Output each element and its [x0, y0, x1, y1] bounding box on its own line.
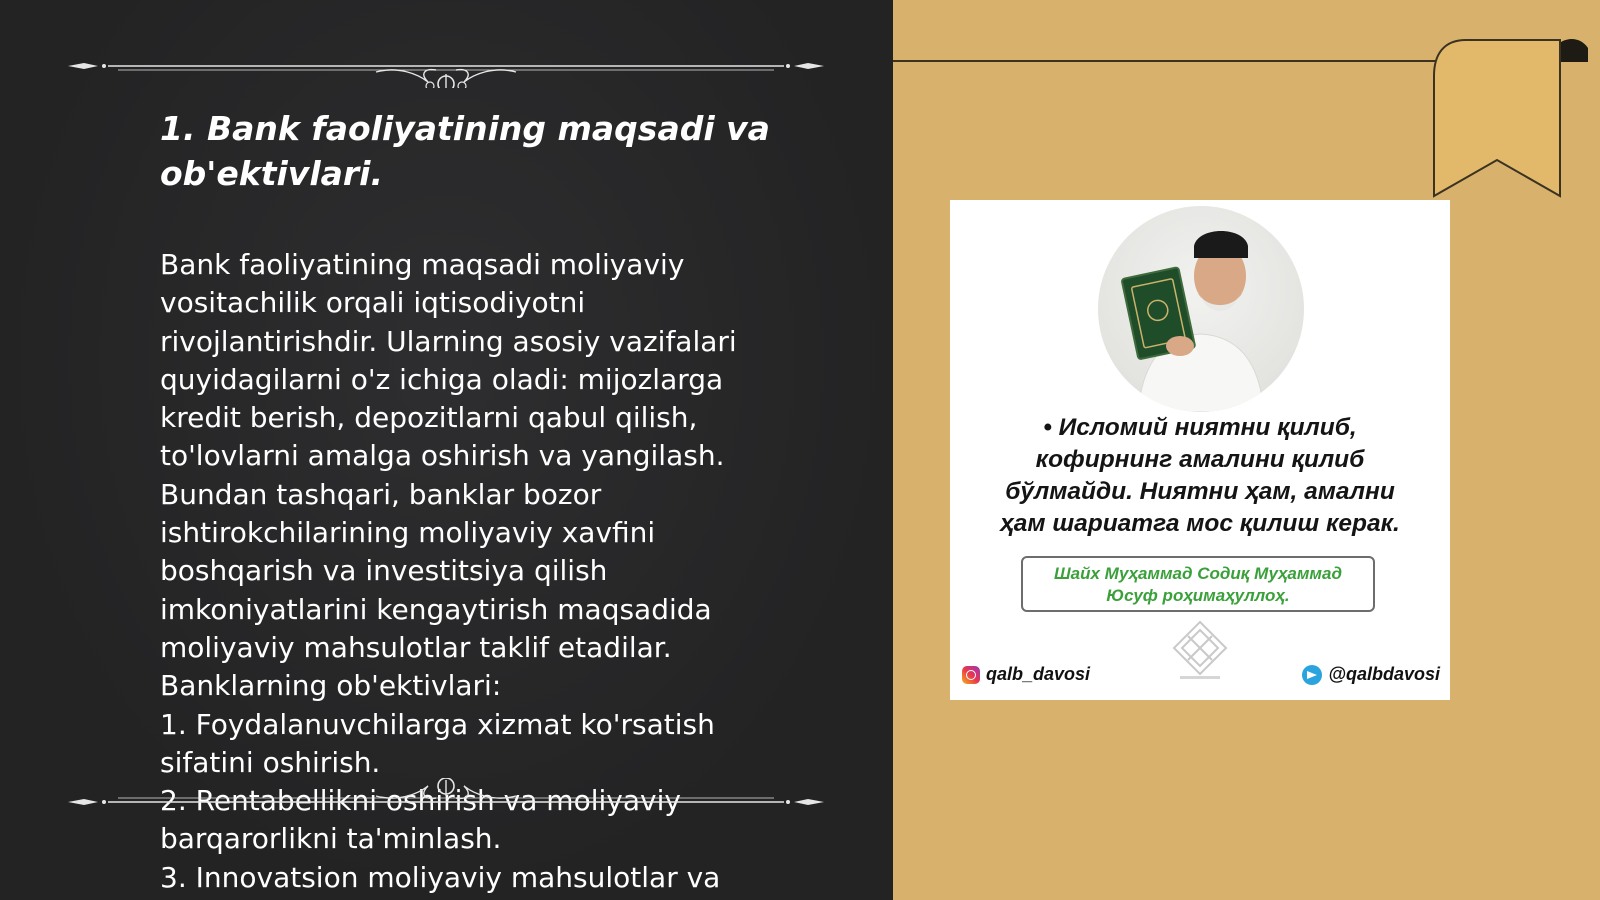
quote-line: бўлмайди. Ниятни ҳам, амални: [1005, 478, 1395, 505]
body-line: Bank faoliyatining maqsadi moliyaviy: [160, 248, 685, 281]
instagram-handle[interactable]: [962, 664, 1090, 685]
telegram-icon: [1302, 665, 1322, 685]
slide-title: 1. Bank faoliyatining maqsadi va ob'ektivlari.: [160, 109, 770, 193]
body-line: vositachilik orqali iqtisodiyotni: [160, 286, 586, 320]
horizontal-rule: [893, 60, 1453, 62]
body-line: quyidagilarni o'z ichiga oladi: mijozlarga: [160, 362, 724, 396]
instagram-handle-text: qalb_davosi: [986, 664, 1091, 684]
body-line: sifatini oshirish.: [160, 745, 381, 779]
body-line: Bundan tashqari, banklar bozor: [160, 477, 602, 511]
body-line: to'lovlarni amalga oshirish va yangilash.: [160, 439, 725, 473]
quote-line: • Исломий ниятни қилиб,: [1043, 414, 1357, 441]
quote-text: [962, 412, 1438, 540]
body-line: rivojlantirishdir. Ularning asosiy vazifalari: [160, 324, 737, 358]
body-line: moliyaviy mahsulotlar taklif etadilar.: [160, 630, 672, 664]
body-line: 1. Foydalanuvchilarga xizmat ko'rsatish: [160, 707, 715, 741]
quote-line: кофирнинг амалини қилиб: [1035, 446, 1365, 473]
telegram-handle[interactable]: [1302, 664, 1440, 685]
instagram-icon: [962, 666, 980, 684]
body-line: kredit berish, depozitlarni qabul qilish,: [160, 401, 698, 435]
logo-mark-icon: [1168, 618, 1232, 682]
body-line: 3. Innovatsion moliyaviy mahsulotlar va: [160, 860, 721, 894]
quote-card-image: [950, 200, 1450, 700]
author-line: Шайх Муҳаммад Содиқ Муҳаммад: [1054, 564, 1342, 583]
telegram-handle-text: @qalbdavosi: [1328, 664, 1440, 684]
body-line: Banklarning ob'ektivlari:: [160, 669, 502, 703]
body-line: boshqarish va investitsiya qilish: [160, 554, 608, 588]
author-box: [1021, 556, 1375, 612]
body-line: imkoniyatlarini kengaytirish maqsadida: [160, 592, 712, 626]
quote-line: ҳам шариатга мос қилиш керак.: [1000, 510, 1400, 537]
body-line: ishtirokchilarining moliyaviy xavfini: [160, 516, 656, 550]
body-line: 2. Rentabellikni oshirish va moliyaviy: [160, 784, 681, 818]
bookmark-ribbon-icon: [1430, 36, 1590, 202]
ornament-divider-top: [68, 48, 824, 88]
portrait-photo: [1098, 206, 1304, 412]
body-line: barqarorlikni ta'minlash.: [160, 822, 502, 856]
ornament-divider-bottom: [68, 778, 824, 818]
author-line: Юсуф роҳимаҳуллоҳ.: [1106, 586, 1290, 605]
portrait-figure-icon: [1098, 206, 1304, 412]
